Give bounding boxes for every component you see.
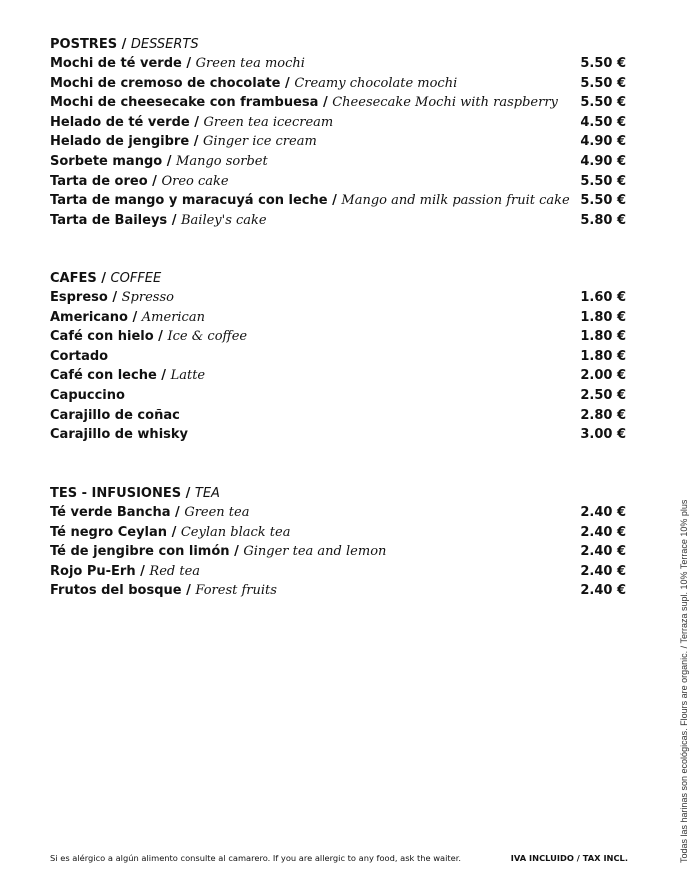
item-name-es: Café con hielo	[50, 329, 154, 345]
footer	[50, 853, 628, 863]
menu-list	[50, 503, 628, 601]
item-price: 5.50 €	[580, 173, 626, 189]
item-name: Helado de jengibre / Ginger ice cream	[50, 134, 317, 150]
section-heading: POSTRES / DESSERTS	[50, 37, 199, 52]
item-name-es: Tarta de Baileys	[50, 212, 168, 228]
item-name-en: Ceylan black tea	[180, 524, 291, 540]
menu-item	[50, 347, 628, 367]
item-name-en: Green tea icecream	[203, 114, 334, 130]
item-name-en: Ice & coffee	[167, 329, 248, 345]
menu-item	[50, 132, 628, 152]
item-name-es: Helado de té verde	[50, 114, 190, 130]
menu-item	[50, 523, 628, 543]
menu-item	[50, 54, 628, 74]
item-name-es: Té de jengibre con limón	[50, 544, 230, 560]
item-price: 4.90 €	[580, 153, 626, 169]
item-name	[50, 386, 125, 406]
item-price: 4.90 €	[580, 134, 626, 150]
item-price: 2.40 €	[580, 563, 626, 579]
menu-item	[50, 366, 628, 386]
item-price: 1.60 €	[580, 290, 626, 305]
item-price: 5.50 €	[580, 75, 626, 91]
item-price: 3.00 €	[580, 427, 626, 443]
menu-item	[50, 93, 628, 113]
item-price: 1.80 €	[580, 309, 626, 325]
item-name-en: Latte	[170, 368, 206, 384]
item-price: 2.40 €	[580, 583, 626, 599]
item-name-en: Green tea mochi	[195, 56, 305, 71]
item-price: 1.80 €	[580, 348, 626, 364]
section-heading: CAFES / COFFEE	[50, 271, 162, 286]
item-name: Té verde Bancha / Green tea	[50, 505, 250, 520]
item-name-es: Cortado	[50, 348, 109, 364]
item-price: 5.50 €	[580, 193, 626, 209]
item-name: Tarta de oreo / Oreo cake	[50, 173, 229, 189]
item-price: 2.50 €	[580, 387, 626, 403]
item-name-es: Sorbete mango	[50, 153, 163, 169]
item-name-en: Ginger tea and lemon	[243, 544, 387, 560]
item-name: Frutos del bosque / Forest fruits	[50, 583, 277, 599]
side-note: Todas las harinas son ecológicas. Flours are organic. / Terraza supl. 10% Terrace 10% plus	[679, 499, 689, 863]
item-name: Café con hielo / Ice & coffee	[50, 329, 248, 345]
item-name: Mochi de té verde / Green tea mochi	[50, 56, 305, 71]
menu-item	[50, 406, 628, 426]
item-name-en: Red tea	[149, 563, 201, 579]
item-name-es: Frutos del bosque	[50, 583, 182, 599]
item-name-es: Carajillo de coñac	[50, 407, 180, 423]
item-name-en: Mango and milk passion fruit cake	[341, 193, 570, 209]
menu-list	[50, 54, 628, 230]
item-price: 2.80 €	[580, 407, 626, 423]
item-name-en: Cheesecake Mochi with raspberry	[332, 95, 558, 111]
item-name-es: Té verde Bancha	[50, 505, 176, 520]
menu-item	[50, 308, 628, 328]
item-name-en: Mango sorbet	[176, 153, 268, 169]
item-name-en: Green tea	[184, 505, 250, 520]
allergy-notice: Si es alérgico a algún alimento consulte al camarero. If you are allergic to any food, ask the waiter.	[50, 853, 462, 863]
item-name-es: Té negro Ceylan	[50, 524, 168, 540]
item-price: 4.50 €	[580, 114, 626, 130]
item-name-es: Mochi de cremoso de chocolate	[50, 75, 281, 91]
item-price: 2.40 €	[580, 524, 626, 540]
item-price: 1.80 €	[580, 329, 626, 345]
item-name: Sorbete mango / Mango sorbet	[50, 153, 268, 169]
item-name-es: Capuccino	[50, 387, 125, 403]
menu-item	[50, 425, 628, 445]
item-name: Rojo Pu-Erh / Red tea	[50, 563, 201, 579]
item-name-es: Tarta de mango y maracuyá con leche	[50, 193, 328, 209]
item-name: Americano / American	[50, 309, 205, 325]
item-name: Mochi de cremoso de chocolate / Creamy chocolate mochi	[50, 75, 458, 91]
item-name: Mochi de cheesecake con frambuesa / Cheesecake Mochi with raspberry	[50, 95, 558, 111]
menu-item	[50, 503, 628, 523]
item-name-es: Americano	[50, 309, 128, 325]
item-name-es: Tarta de oreo	[50, 173, 148, 189]
item-price: 5.50 €	[580, 95, 626, 111]
menu-item	[50, 172, 628, 192]
menu-item	[50, 191, 628, 211]
menu-item	[50, 386, 628, 406]
item-name: Tarta de Baileys / Bailey's cake	[50, 212, 267, 228]
menu-item	[50, 327, 628, 347]
tax-notice: IVA INCLUIDO / TAX INCL.	[510, 853, 628, 863]
menu-item	[50, 288, 628, 308]
menu-item	[50, 152, 628, 172]
menu-item	[50, 542, 628, 562]
item-name: Helado de té verde / Green tea icecream	[50, 114, 334, 130]
item-name-en: Bailey's cake	[180, 212, 267, 228]
item-name-es: Rojo Pu-Erh	[50, 563, 136, 579]
item-name-es: Mochi de té verde	[50, 56, 182, 71]
item-name-es: Helado de jengibre	[50, 134, 190, 150]
menu-item	[50, 562, 628, 582]
tea-section	[50, 484, 628, 601]
item-name-es: Mochi de cheesecake con frambuesa	[50, 95, 319, 111]
item-name: Espreso / Spresso	[50, 290, 174, 305]
item-name-es: Espreso	[50, 290, 108, 305]
item-name-es: Carajillo de whisky	[50, 427, 189, 443]
item-name	[50, 406, 180, 426]
menu-item	[50, 113, 628, 133]
item-name-es: Café con leche	[50, 368, 157, 384]
item-price: 2.40 €	[580, 505, 626, 520]
item-name	[50, 347, 108, 367]
item-name-en: Ginger ice cream	[202, 134, 317, 150]
item-name: Té negro Ceylan / Ceylan black tea	[50, 524, 291, 540]
item-name: Té de jengibre con limón / Ginger tea and lemon	[50, 544, 387, 560]
item-price: 5.50 €	[580, 56, 626, 71]
item-name	[50, 425, 188, 445]
item-name-en: Oreo cake	[161, 173, 229, 189]
menu-item	[50, 211, 628, 231]
section-heading: TES - INFUSIONES / TEA	[50, 486, 220, 501]
item-name-en: Creamy chocolate mochi	[294, 75, 458, 91]
item-name: Café con leche / Latte	[50, 368, 206, 384]
menu-list	[50, 288, 628, 445]
item-name-en: American	[141, 309, 205, 325]
item-name-en: Forest fruits	[195, 583, 277, 599]
coffee-section	[50, 269, 628, 445]
desserts-section	[50, 35, 628, 230]
menu-item	[50, 74, 628, 94]
item-price: 2.00 €	[580, 368, 626, 384]
item-price: 5.80 €	[580, 212, 626, 228]
menu-item	[50, 581, 628, 601]
item-price: 2.40 €	[580, 544, 626, 560]
item-name: Tarta de mango y maracuyá con leche / Mango and milk passion fruit cake	[50, 193, 570, 209]
item-name-en: Spresso	[121, 290, 174, 305]
